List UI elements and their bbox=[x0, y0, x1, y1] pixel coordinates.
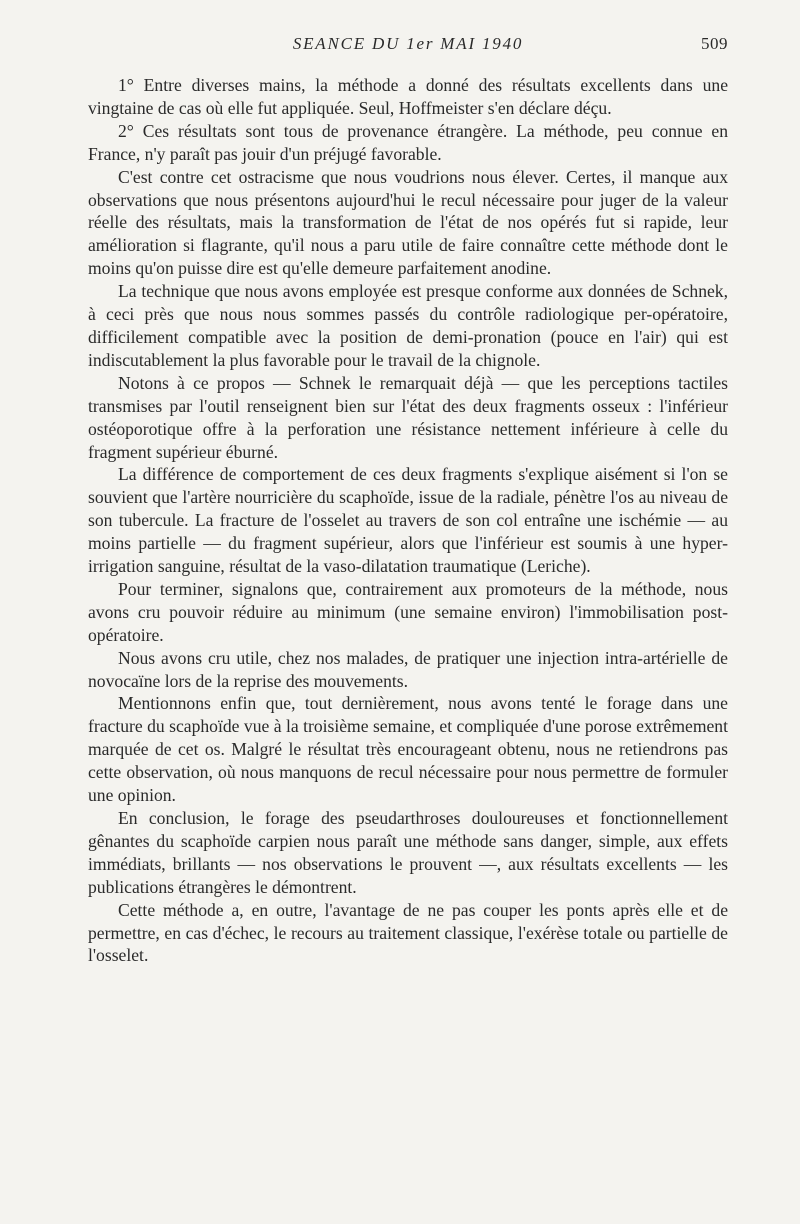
running-title: SEANCE DU 1er MAI 1940 bbox=[292, 34, 524, 53]
paragraph: 2° Ces résultats sont tous de provenance étrangère. La méthode, peu connue en France, n'y paraît pas jouir d'un préjugé favorable. bbox=[88, 120, 728, 164]
paragraph: Pour terminer, signalons que, contrairement aux promoteurs de la méthode, nous avons cru pouvoir réduire au minimum (une semaine environ) l'immobilisation post-opératoire. bbox=[88, 578, 728, 645]
paragraph: Cette méthode a, en outre, l'avantage de ne pas couper les ponts après elle et de permettre, en cas d'échec, le recours au traitement classique, l'exérèse totale ou partielle de l'osselet. bbox=[88, 899, 728, 966]
paragraph: Notons à ce propos — Schnek le remarquait déjà — que les perceptions tactiles transmises par l'outil renseignent bien sur l'état des deux fragments osseux : l'inférieur ostéoporotique offre à la perforation une résistance nettement inférieure à celle du fragment supérieur éburné. bbox=[88, 372, 728, 462]
paragraph: En conclusion, le forage des pseudarthroses douloureuses et fonctionnellement gênantes du scaphoïde carpien nous paraît une méthode sans danger, simple, aux effets immédiats, brillants — nos observations le prouvent —, aux résultats excellents — les publications étrangères le démontrent. bbox=[88, 808, 728, 897]
page-header bbox=[88, 34, 728, 58]
paragraph: La technique que nous avons employée est presque conforme aux données de Schnek, à ceci près que nous nous sommes passés du contrôle radiologique per-opératoire, difficilement compatible avec la position de demi-pronation (pouce en l'air) qui est indiscutablement la plus favorable pour le travail de la chignole. bbox=[88, 281, 728, 370]
body-text bbox=[88, 74, 728, 967]
paragraph: C'est contre cet ostracisme que nous voudrions nous élever. Certes, il manque aux observations que nous présentons aujourd'hui le recul nécessaire pour juger de la valeur réelle des résultats, mais la transformation de l'état de nos opérés fut si rapide, leur amélioration si flagrante, qu'il nous a paru utile de faire connaître cette méthode dont le moins qu'on puisse dire est qu'elle demeure parfaitement anodine. bbox=[88, 166, 728, 279]
page-number: 509 bbox=[701, 34, 728, 53]
paragraph: La différence de comportement de ces deux fragments s'explique aisément si l'on se souvient que l'artère nourricière du scaphoïde, issue de la radiale, pénètre l'os au niveau de son tubercule. La fracture de l'osselet au travers de son col entraîne une ischémie — au moins partielle — du fragment supérieur, alors que l'inférieur est soumis à une hyper-irrigation sanguine, résultat de la vaso-dilatation traumatique (Leriche). bbox=[88, 464, 728, 577]
paragraph: 1° Entre diverses mains, la méthode a donné des résultats excellents dans une vingtaine de cas où elle fut appliquée. Seul, Hoffmeister s'en déclare déçu. bbox=[88, 75, 728, 118]
paragraph: Mentionnons enfin que, tout dernièrement, nous avons tenté le forage dans une fracture du scaphoïde vue à la troisième semaine, et compliquée d'une porose extrêmement marquée de cet os. Malgré le résultat très encourageant obtenu, nous ne retiendrons pas cette observation, où nous manquons de recul nécessaire pour nous permettre de formuler une opinion. bbox=[88, 693, 728, 806]
paragraph: Nous avons cru utile, chez nos malades, de pratiquer une injection intra-artérielle de novocaïne lors de la reprise des mouvements. bbox=[88, 647, 728, 691]
